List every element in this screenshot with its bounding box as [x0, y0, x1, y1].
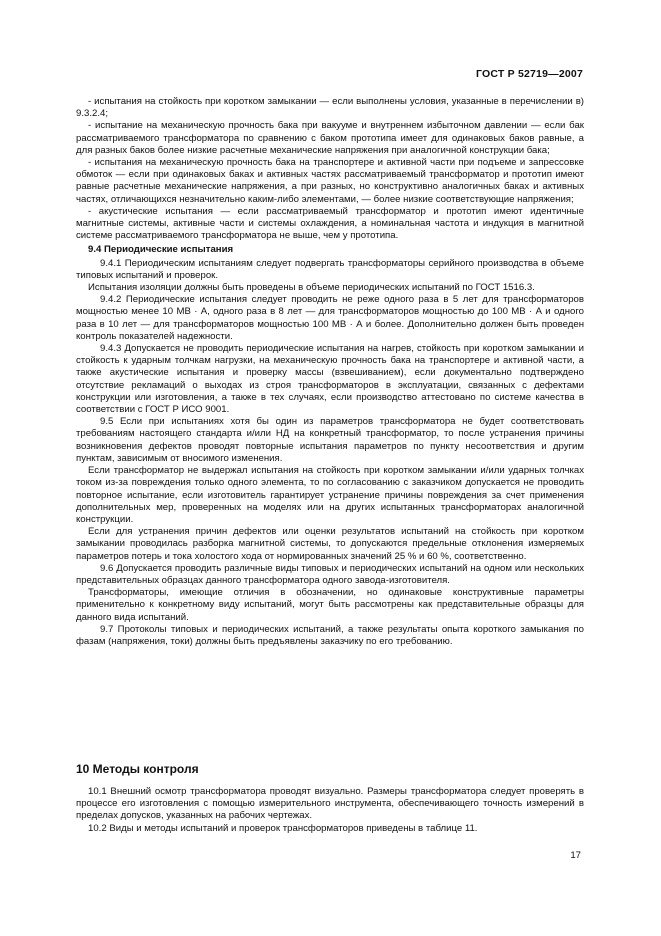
document-header: ГОСТ Р 52719—2007 [475, 68, 583, 80]
section-title: 10 Методы контроля [76, 762, 199, 776]
paragraph: - испытание на механическую прочность бака при вакууме и внутреннем избыточном давлении — если бак рассматриваемого трансформатора по сравнению с баком прототипа имеет для одинаковых баков равные, а для разных баков более низкие расчетные механические напряжения при аналогичной конструкции бака; [76, 120, 584, 156]
paragraph: - испытания на механическую прочность бака на транспортере и активной части при подъеме и запрессовке обмоток — если при одинаковых баках и активных частях рассматриваемый трансформатор и прототип имеют равные расчетные механические напряжения, а при разных, но конструктивно аналогичных баках и активных частях, отличающихся незначительно каким-либо элементами, — более низкие соответствующие напряжения; [76, 157, 584, 205]
paragraph: 9.4.1 Периодическим испытаниям следует подвергать трансформаторы серийного производства в объеме типовых испытаний и проверок. [76, 257, 584, 281]
paragraph: Испытания изоляции должны быть проведены в объеме периодических испытаний по ГОСТ 1516.3. [88, 282, 535, 294]
subsection-title: 9.4 Периодические испытания [88, 244, 234, 256]
paragraph: 9.4.3 Допускается не проводить периодические испытания на нагрев, стойкость при коротком замыкании и стойкость к ударным толчкам нагрузки, на механическую прочность бака на транспортере и активной части, а также акустические испытания и проверку массы (взвешиванием), если документально подтверждено отсутствие рекламаций о выходах из строя трансформаторов в эксплуатации, связанных с дефектами конструкции или изготовления, а также в тех случаях, если производство аттестовано по системе качества в соответствии с ГОСТ Р ИСО 9001. [76, 343, 584, 416]
document-body [76, 96, 584, 648]
paragraph: 9.7 Протоколы типовых и периодических испытаний, а также результаты опыта короткого замыкания по фазам (напряжения, токи) должны быть предъявлены заказчику по его требованию. [76, 623, 584, 647]
paragraph: Если для устранения причин дефектов или оценки результатов испытаний на стойкость при коротком замыкании проводилась разборка магнитной системы, то допускаются предельные отклонения измеряемых параметров потерь и тока холостого хода от нормированных значений 25 % и 60 %, соответственно. [76, 526, 584, 562]
paragraph: 10.1 Внешний осмотр трансформатора проводят визуально. Размеры трансформатора следует проверять в процессе его изготовления с помощью измерительного инструмента, обеспечивающего точность измерений в пределах допусков, указанных на рабочих чертежах. [76, 786, 584, 822]
paragraph: 9.6 Допускается проводить различные виды типовых и периодических испытаний на одном или нескольких представительных образцах данного трансформатора одного завода-изготовителя. [76, 562, 584, 586]
paragraph: 9.5 Если при испытаниях хотя бы один из параметров трансформатора не будет соответствовать требованиям настоящего стандарта и/или НД на конкретный трансформатор, то после устранения причины возникновения дефектов проводят повторные испытания параметров по пункту несоответствия и другим пунктам, зависимым от вносимого изменения. [76, 416, 584, 464]
paragraph: 9.4.2 Периодические испытания следует проводить не реже одного раза в 5 лет для трансформаторов мощностью менее 10 МВ · А, одного раза в 8 лет — для трансформаторов мощностью до 100 МВ · А и одного раза в 10 лет — для трансформаторов мощностью 100 МВ · А и более. Дополнительно должен быть проведен контроль показателей надежности. [76, 294, 584, 342]
paragraph: - акустические испытания — если рассматриваемый трансформатор и прототип имеют идентичные магнитные системы, активные части и системы охлаждения, а номинальная частота и индукция в магнитной системе рассматриваемого трансформатора не выше, чем у прототипа. [76, 205, 584, 242]
page-number: 17 [570, 850, 581, 861]
paragraph: Если трансформатор не выдержал испытания на стойкость при коротком замыкании и/или ударных толчках током из-за повреждения только одного элемента, то по согласованию с заказчиком допускается не проводить повторное испытание, если изготовитель гарантирует устранение причины повреждения за счет применения дополнительных мер, проверенных на моделях или на других испытанных трансформаторах аналогичной конструкции. [76, 465, 584, 525]
paragraph: 10.2 Виды и методы испытаний и проверок трансформаторов приведены в таблице 11. [88, 822, 478, 834]
paragraph: Трансформаторы, имеющие отличия в обозначении, но одинаковые конструктивные параметры применительно к конкретному виду испытаний, могут быть рассмотрены как представительные образцы для данного вида испытаний. [76, 587, 584, 623]
section-body [76, 786, 584, 835]
paragraph: - испытания на стойкость при коротком замыкании — если выполнены условия, указанные в перечислении в) 9.3.2.4; [76, 96, 584, 120]
